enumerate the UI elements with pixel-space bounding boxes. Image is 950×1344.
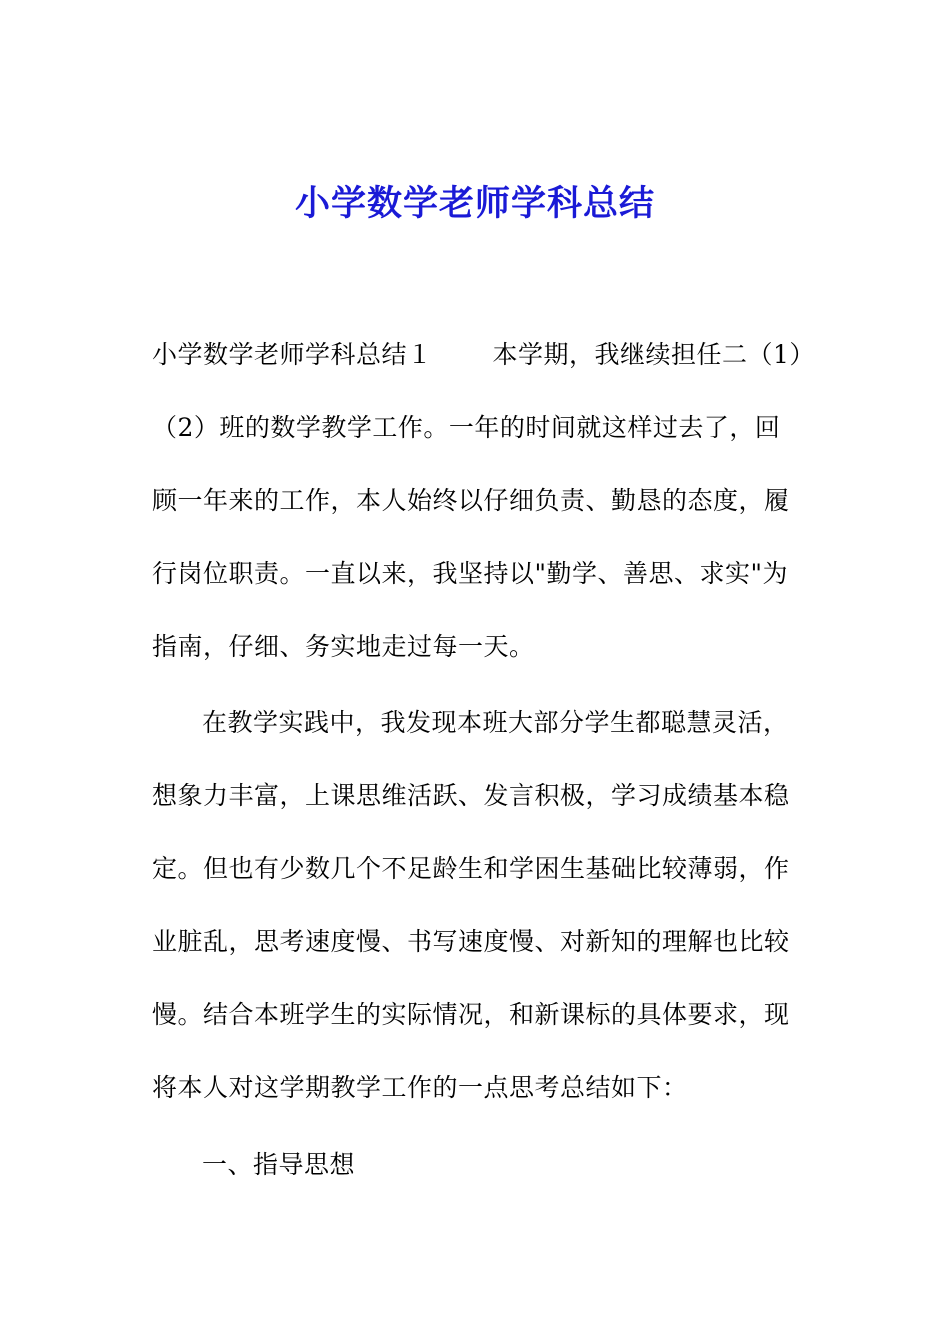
paragraph-1-text: 本学期，我继续担任二（1）（2）班的数学教学工作。一年的时间就这样过去了，回顾一年来的工作，本人始终以仔细负责、勤恳的态度，履行岗位职责。一直以来，我坚持以"勤学、善思、求实"为指南，仔细、务实地走过每一天。 xyxy=(152,340,803,661)
section-label: 小学数学老师学科总结１ xyxy=(152,340,433,369)
paragraph-1 xyxy=(152,318,804,683)
paragraph-2: 在教学实践中，我发现本班大部分学生都聪慧灵活，想象力丰富，上课思维活跃、发言积极，学习成绩基本稳定。但也有少数几个不足龄生和学困生基础比较薄弱，作业脏乱，思考速度慢、书写速度慢、对新知的理解也比较慢。结合本班学生的实际情况，和新课标的具体要求，现将本人对这学期教学工作的一点思考总结如下： xyxy=(152,708,790,1102)
document-title: 小学数学老师学科总结 xyxy=(294,184,655,224)
section-heading-1: 一、指导思想 xyxy=(202,1150,356,1179)
